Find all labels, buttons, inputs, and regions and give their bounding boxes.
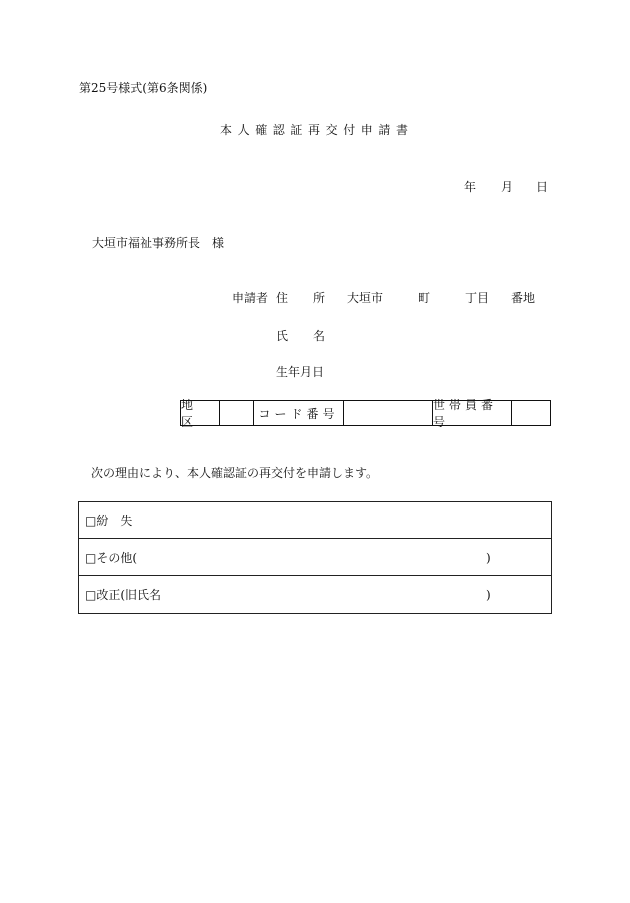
- document-title: 本人確認証再交付申請書: [220, 123, 414, 137]
- reason-other-label: □その他(: [85, 551, 138, 565]
- name-label-part-1: 氏: [276, 329, 289, 343]
- reason-name-change-close-paren: ): [486, 588, 491, 602]
- household-member-number-field[interactable]: [512, 401, 550, 425]
- form-number: 第25号様式(第6条関係): [79, 81, 208, 95]
- reason-other-close-paren: ): [486, 551, 491, 565]
- application-statement: 次の理由により、本人確認証の再交付を申請します。: [91, 466, 379, 480]
- reason-name-change-label: □改正(旧氏名: [85, 588, 162, 602]
- code-number-label: コード番号: [254, 401, 344, 425]
- district-label: 地 区: [181, 401, 220, 425]
- date-month-label: 月: [501, 180, 514, 194]
- birth-date-label: 生年月日: [276, 365, 325, 379]
- address-chome: 丁目: [465, 291, 490, 305]
- date-day-label: 日: [536, 180, 549, 194]
- address-label-part-2: 所: [313, 291, 326, 305]
- reason-lost-label: □紛 失: [85, 514, 133, 528]
- reason-table: [78, 501, 552, 614]
- reason-row-lost[interactable]: [79, 502, 551, 539]
- address-label-part-1: 住: [276, 291, 289, 305]
- reason-row-name-change[interactable]: [79, 576, 551, 613]
- code-number-field[interactable]: [344, 401, 433, 425]
- code-table: [180, 398, 551, 429]
- date-year-label: 年: [464, 180, 477, 194]
- address-city: 大垣市: [347, 291, 384, 305]
- addressee: 大垣市福祉事務所長 様: [92, 236, 225, 250]
- address-town: 町: [418, 291, 431, 305]
- reason-row-other[interactable]: [79, 539, 551, 576]
- name-label-part-2: 名: [313, 329, 326, 343]
- applicant-label: 申請者: [232, 291, 269, 305]
- address-banchi: 番地: [511, 291, 536, 305]
- district-field[interactable]: [220, 401, 254, 425]
- household-member-number-label: 世帯員番号: [433, 401, 512, 425]
